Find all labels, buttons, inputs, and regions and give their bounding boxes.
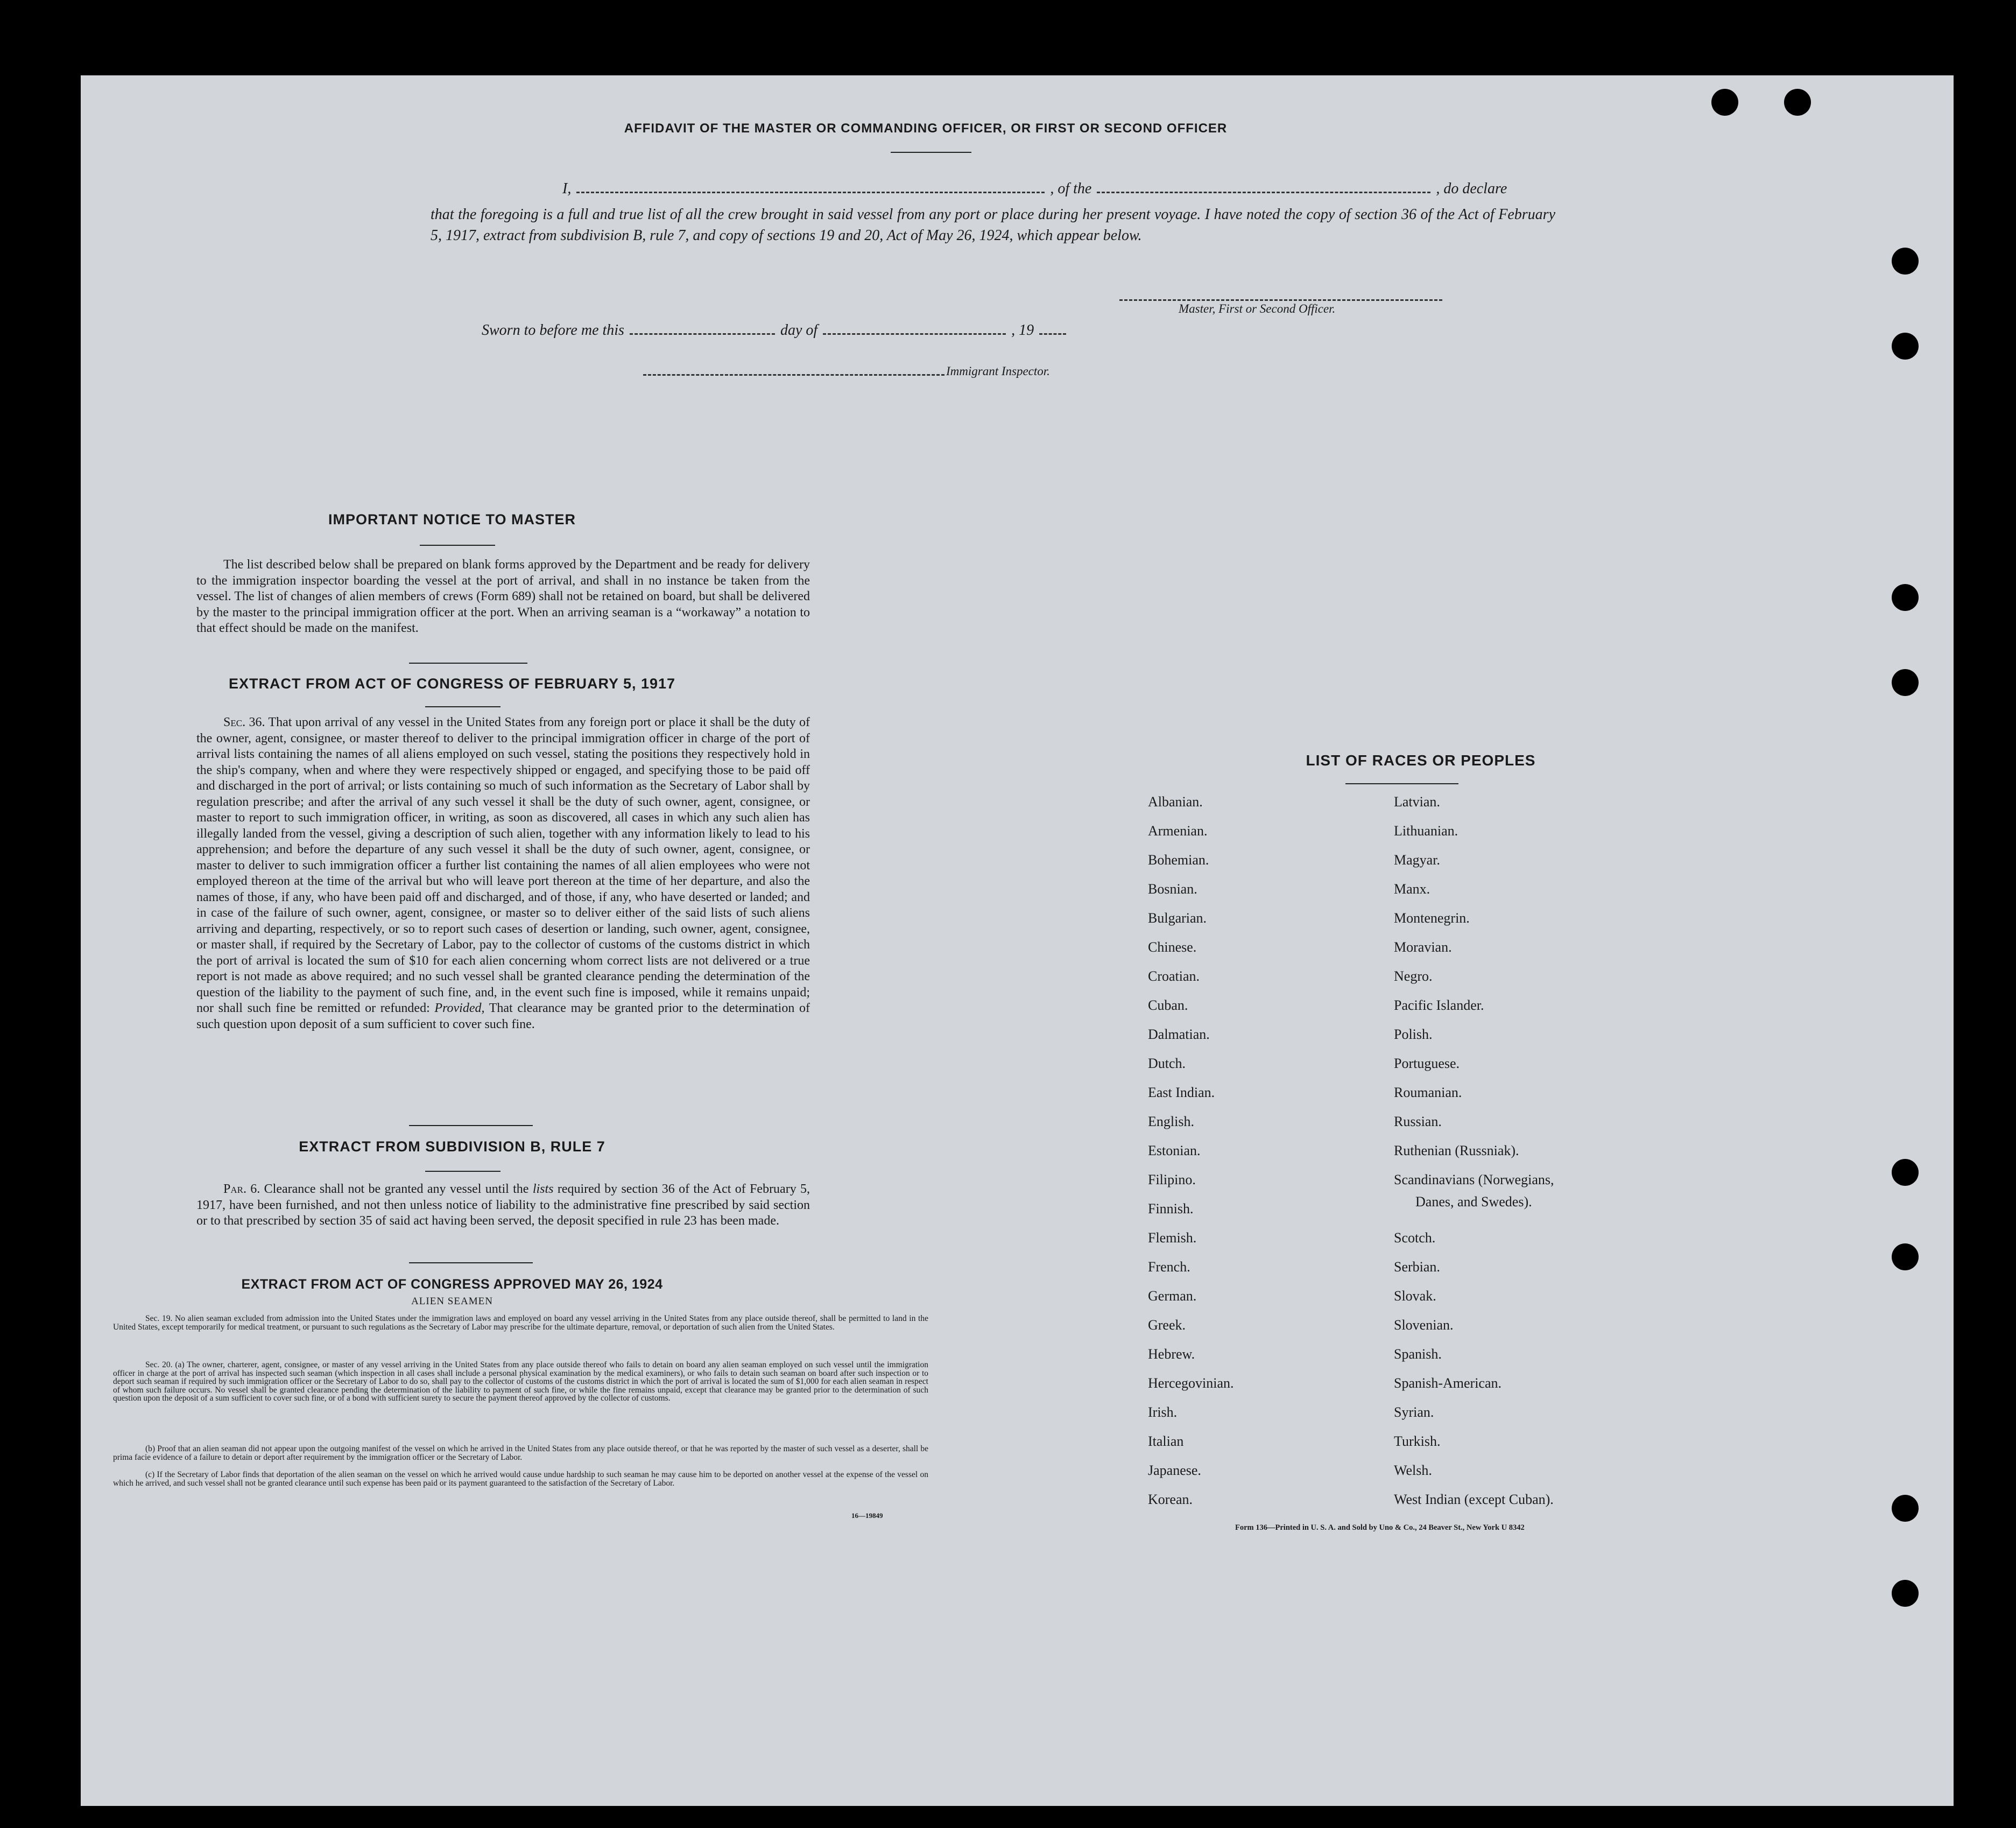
race-item: Dalmatian. [1148, 1027, 1210, 1042]
binder-hole [1892, 1159, 1919, 1186]
sworn-year: , 19 [1011, 322, 1034, 339]
binder-hole [1892, 333, 1919, 360]
race-item: Chinese. [1148, 939, 1197, 955]
race-item: Pacific Islander. [1394, 997, 1484, 1013]
race-item: Scotch. [1394, 1230, 1436, 1246]
race-item: Portuguese. [1394, 1056, 1460, 1071]
race-item: East Indian. [1148, 1085, 1215, 1100]
binder-hole [1892, 1495, 1919, 1522]
race-item: Hebrew. [1148, 1346, 1195, 1362]
race-item: Armenian. [1148, 823, 1208, 839]
race-item: Lithuanian. [1394, 823, 1458, 839]
race-item: Estonian. [1148, 1143, 1201, 1158]
act1924-sec20c: (c) If the Secretary of Labor finds that deportation of the alien seaman on the vessel on which he arrived would cause undue hardship to such seaman he may cause him to be deported on another vessel at the expense of the vessel on which he arrived, and such vessel shall not be granted clearance until such expense has been paid or its payment guaranteed to the satisfaction of the Secretary of Labor. [113, 1470, 928, 1488]
rule7-body-a: Clearance shall not be granted any vessel until the [264, 1182, 529, 1196]
race-item: Slovak. [1394, 1288, 1436, 1304]
binder-hole [1892, 1580, 1919, 1607]
race-item: Negro. [1394, 968, 1433, 984]
race-item: Flemish. [1148, 1230, 1197, 1246]
rule7-title: EXTRACT FROM SUBDIVISION B, RULE 7 [299, 1138, 605, 1155]
race-item: Roumanian. [1394, 1085, 1462, 1100]
affidavit-title: AFFIDAVIT OF THE MASTER OR COMMANDING OFFICER, OR FIRST OR SECOND OFFICER [624, 121, 1228, 136]
race-item: Bosnian. [1148, 881, 1197, 897]
act1917-end-rule [409, 1125, 533, 1126]
affidavit-declaration-line [482, 180, 1555, 198]
race-item: Russian. [1394, 1114, 1442, 1129]
race-item: Bohemian. [1148, 852, 1209, 868]
race-item: German. [1148, 1288, 1197, 1304]
act1924-title: EXTRACT FROM ACT OF CONGRESS APPROVED MAY 26, 1924 [241, 1277, 663, 1292]
act1917-body-end: That clearance may be granted prior to the determination of such question upon deposit of a sum sufficient to cover such fine. [196, 1001, 810, 1031]
sworn-year-blank[interactable] [1039, 333, 1066, 335]
race-item: French. [1148, 1259, 1190, 1275]
act1917-provided: Provided, [434, 1001, 485, 1015]
affidavit-title-rule [891, 152, 971, 153]
race-item: Albanian. [1148, 794, 1203, 810]
race-item: Syrian. [1394, 1404, 1434, 1420]
affidavit-declare: , do declare [1436, 180, 1507, 197]
race-item: Hercegovinian. [1148, 1375, 1234, 1391]
rule7-end-rule [409, 1262, 533, 1263]
sworn-prefix: Sworn to before me this [482, 322, 624, 339]
notice-end-rule [409, 663, 527, 664]
inspector-caption: Immigrant Inspector. [946, 364, 1050, 378]
binder-hole [1892, 669, 1919, 696]
race-item: Welsh. [1394, 1463, 1432, 1478]
sworn-month-blank[interactable] [823, 333, 1006, 335]
act1917-title-rule [425, 706, 501, 707]
race-item: Ruthenian (Russniak). [1394, 1143, 1519, 1158]
race-item: Cuban. [1148, 997, 1188, 1013]
act1917-body-start: That upon arrival of any vessel in the United States from any foreign port or place it shall be the duty of the owner, agent, consignee, or master thereof to deliver to the principal immigration officer in charge of the port of arrival lists containing the names of all aliens employed on such vessel, stating the positions they respectively hold in the ship's company, when and where they were respectively shipped or engaged, and specifying those to be paid off and discharged in the port of arrival; or lists containing so much of such information as the Secretary of Labor shall by regulation prescribe; and after the arrival of any such vessel it shall be the duty of such owner, agent, consignee, or master to report to such immigration officer, in writing, as soon as discovered, all cases in which any such alien has illegally landed from the vessel, giving a description of such alien, together with any information likely to lead to his apprehension; and before the departure of any such vessel it shall be the duty of such owner, agent, consignee, or master to deliver to such immigration officer a further list containing the names of all alien employees who were not employed thereon at the time of the arrival but who will leave port thereon at the time of her departure, and also the names of those, if any, who have been paid off and discharged, and of those, if any, who have deserted or landed; and in case of the failure of such owner, agent, consignee, or master so to deliver either of the said lists of such aliens arriving and departing, respectively, or so to report such cases of desertion or landing, such owner, agent, consignee, or master shall, if required by the Secretary of Labor, pay to the collector of customs of the customs district in which the port of arrival is located the sum of $10 for each alien concerning whom correct lists are not delivered or a true report is not made as above required; and no such vessel shall be granted clearance pending the determination of the question of the liability to the payment of such fine, and, in the event such fine is imposed, while it remains unpaid; nor shall such fine be remitted or refunded: [196, 715, 810, 1015]
race-item: Scandinavians (Norwegians, [1394, 1172, 1554, 1187]
binder-hole [1892, 584, 1919, 611]
notice-title-rule [420, 545, 495, 546]
sworn-day: day of [780, 322, 818, 339]
race-item: Magyar. [1394, 852, 1440, 868]
notice-body: The list described below shall be prepared on blank forms approved by the Department and be ready for delivery to the immigration inspector boarding the vessel at the port of arrival, and shall in no instance be taken from the vessel. The list of changes of alien members of crews (Form 689) shall not be retained on board, but shall be delivered by the master to the principal immigration officer at the port. When an arriving seaman is a “workaway” a notation to that effect should be made on the manifest. [196, 558, 810, 635]
races-title-rule [1345, 783, 1458, 784]
affidavit-i: I, [562, 180, 572, 197]
rule7-body-b: required by section 36 of the Act of February 5, 1917, have been furnished, and not then unless notice of liability to the administrative fine prescribed by said section or to that prescribed by section 35 of said act having been served, the deposit specified in rule 23 has been made. [196, 1182, 810, 1228]
race-item: English. [1148, 1114, 1194, 1129]
race-item: Bulgarian. [1148, 910, 1207, 926]
sworn-date-blank[interactable] [630, 333, 775, 335]
notice-title: IMPORTANT NOTICE TO MASTER [328, 511, 576, 528]
rule7-title-rule [425, 1171, 501, 1172]
race-item: Croatian. [1148, 968, 1200, 984]
act1917-sec-label: Sec. 36. [223, 715, 265, 729]
rule7-par-label: Par. 6. [223, 1182, 260, 1196]
race-item: Latvian. [1394, 794, 1440, 810]
affidavit-body: that the foregoing is a full and true list of all the crew brought in said vessel from any port or place during her present voyage. I have noted the copy of section 36 of the Act of February 5, 1917, extract from subdivision B, rule 7, and copy of sections 19 and 20, Act of May 26, 1924, which appear below. [431, 206, 1555, 244]
race-item: Turkish. [1394, 1433, 1441, 1449]
race-item: Korean. [1148, 1492, 1193, 1507]
races-title: LIST OF RACES OR PEOPLES [1306, 752, 1536, 769]
race-item: Greek. [1148, 1317, 1186, 1333]
rule7-lists: lists [532, 1182, 554, 1196]
printer-footer: Form 136—Printed in U. S. A. and Sold by Uno & Co., 24 Beaver St., New York U 8342 [1235, 1523, 1525, 1532]
affidavit-of-the: , of the [1050, 180, 1092, 197]
binder-hole [1892, 1243, 1919, 1270]
race-item: Spanish. [1394, 1346, 1442, 1362]
binder-hole [1892, 248, 1919, 275]
race-item: Italian [1148, 1433, 1184, 1449]
sworn-line [482, 322, 1068, 339]
race-item: Polish. [1394, 1027, 1433, 1042]
vessel-name-blank[interactable] [1097, 192, 1430, 193]
race-item: Finnish. [1148, 1201, 1194, 1217]
race-item: Filipino. [1148, 1172, 1196, 1187]
race-item: Serbian. [1394, 1259, 1440, 1275]
binder-hole [1711, 89, 1738, 116]
act1924-subtitle: ALIEN SEAMEN [411, 1296, 493, 1307]
race-item: Montenegrin. [1394, 910, 1470, 926]
race-item: Dutch. [1148, 1056, 1186, 1071]
race-item: Irish. [1148, 1404, 1178, 1420]
race-item: West Indian (except Cuban). [1394, 1492, 1554, 1507]
act1924-sec19: Sec. 19. No alien seaman excluded from admission into the United States under the immigration laws and employed on board any vessel arriving in the United States from any place outside thereof, shall be permitted to land in the United States, except temporarily for medical treatment, or pursuant to such regulations as the Secretary of Labor may prescribe for the ultimate departure, removal, or deportation of such alien from the United States. [113, 1314, 928, 1332]
race-item: Moravian. [1394, 939, 1452, 955]
race-item: Slovenian. [1394, 1317, 1454, 1333]
form-code: 16—19849 [851, 1511, 883, 1520]
act1917-title: EXTRACT FROM ACT OF CONGRESS OF FEBRUARY 5, 1917 [228, 676, 676, 692]
binder-hole [1784, 89, 1811, 116]
race-item: Spanish-American. [1394, 1375, 1502, 1391]
master-name-blank[interactable] [576, 192, 1045, 193]
race-item: Japanese. [1148, 1463, 1201, 1478]
act1924-sec20b: (b) Proof that an alien seaman did not appear upon the outgoing manifest of the vessel on which he arrived in the United States from any place outside thereof, or that he was reported by the master of such vessel as a deserter, shall be prima facie evidence of a failure to detain or deport after requirement by the immigration officer or the Secretary of Labor. [113, 1444, 928, 1462]
act1917-body [196, 715, 810, 1032]
race-item: Danes, and Swedes). [1415, 1194, 1532, 1210]
form-sheet [81, 75, 1954, 1806]
master-caption: Master, First or Second Officer. [1179, 302, 1336, 315]
master-signature-blank[interactable] [1119, 299, 1442, 301]
act1924-sec20a: Sec. 20. (a) The owner, charterer, agent, consignee, or master of any vessel arriving in the United States from any place outside thereof who fails to detain on board any alien seaman employed on such vessel until the immigration officer in charge at the port of arrival has inspected such seaman (which inspection in all cases shall include a personal physical examination by the medical examiners), or who fails to detain such seaman on board after such inspection or to deport such seaman if required by such immigration officer or the Secretary of Labor to do so, shall pay to the collector of customs of the customs district in which the port of arrival is located the sum of $1,000 for each alien seaman in respect of whom such failure occurs. No vessel shall be granted clearance pending the determination of the liability to payment of such fine, or while the fine remains unpaid, except that clearance may be granted prior to the determination of such question upon the deposit of a sum sufficient to cover such fine, or of a bond with sufficient surety to secure the payment thereof approved by the collector of customs. [113, 1360, 928, 1403]
race-item: Manx. [1394, 881, 1430, 897]
inspector-signature-blank[interactable] [643, 374, 944, 376]
rule7-body [196, 1182, 810, 1229]
